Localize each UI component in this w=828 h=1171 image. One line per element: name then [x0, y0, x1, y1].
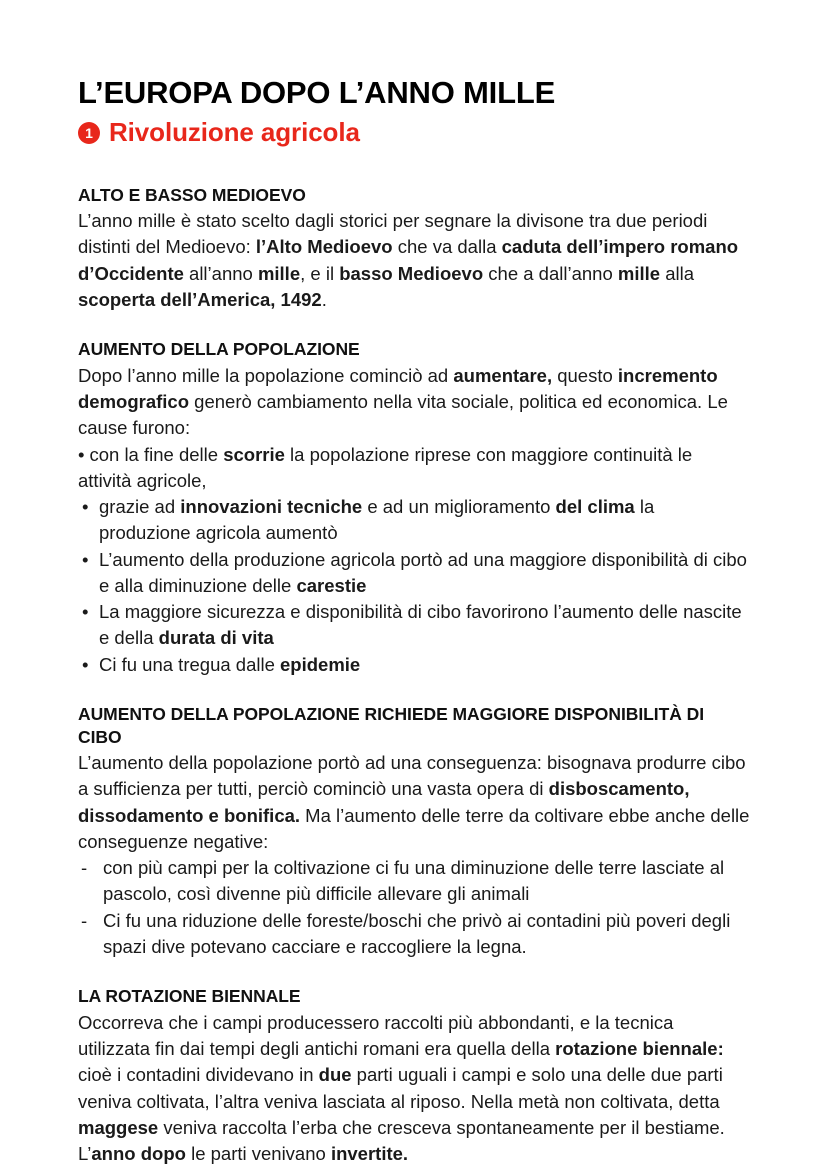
text-run: la produzione agricola aumentò [99, 496, 655, 544]
bullet-marker-icon: • [82, 548, 89, 570]
text-run-bold: incremento demografico [78, 364, 718, 413]
text-run-bold: mille [617, 262, 661, 284]
section-heading: AUMENTO DELLA POPOLAZIONE [78, 339, 360, 360]
text-run: alla [660, 262, 695, 284]
list-item-text [99, 601, 742, 648]
text-run: grazie ad [99, 496, 181, 518]
text-run: parti uguali i campi e solo una delle due parti veniva coltivata, l’altra veniva lasciata al riposo. Nella metà non coltivata, detta [78, 1064, 723, 1112]
text-run: e ad un miglioramento [362, 496, 556, 518]
text-run: con più campi per la coltivazione ci fu una diminuzione delle terre lasciate al pascolo, così divenne più difficile allevare gli animali [103, 857, 725, 905]
list-item [78, 442, 750, 495]
text-run-bold: caduta dell’impero romano d’Occidente [78, 236, 739, 284]
list-item [78, 494, 750, 547]
text-run: L’aumento della popolazione portò ad una conseguenza: bisognava produrre cibo a sufficienza per tutti, perciò cominciò una vasta opera di [78, 752, 746, 800]
bullet-marker-icon: • [78, 443, 85, 465]
text-run: che a dall’anno [483, 262, 618, 284]
text-run-bold: disboscamento, dissodamento e bonifica. [78, 778, 690, 826]
list-item-text [99, 496, 654, 543]
bullet-marker-icon: • [82, 653, 89, 675]
list-item [78, 652, 750, 678]
text-run: , e il [300, 262, 340, 284]
text-run: cioè i contadini dividevano in [78, 1064, 319, 1086]
section-heading: ALTO E BASSO MEDIOEVO [78, 184, 306, 205]
list-item-text [103, 910, 730, 957]
text-run: che va dalla [392, 236, 502, 258]
bullet-marker-icon: • [82, 601, 89, 623]
list-item-text [103, 857, 724, 904]
section-paragraph [78, 1010, 750, 1168]
section-subtitle [78, 118, 750, 148]
text-run-bold: maggese [78, 1116, 159, 1138]
circled-number-icon: 1 [78, 122, 100, 144]
text-run-bold: scoperta dell’America, 1492 [78, 288, 322, 310]
section-paragraph [78, 208, 750, 313]
bullet-marker-icon: • [82, 496, 89, 518]
text-run: Ci fu una riduzione delle foreste/boschi che privò ai contadini più poveri degli spazi dive potevano cacciare e raccogliere la legna. [103, 909, 731, 957]
text-run-bold: rotazione biennale: [555, 1038, 724, 1060]
content-section [78, 703, 750, 960]
text-run-bold: mille [257, 262, 301, 284]
list-item [78, 855, 750, 908]
content-section [78, 184, 750, 314]
dash-list [78, 855, 750, 960]
dash-marker-icon: - [81, 857, 88, 879]
text-run: . [321, 288, 327, 310]
text-run-bold: basso Medioevo [339, 262, 484, 284]
dash-marker-icon: - [81, 909, 88, 931]
text-run: la popolazione riprese con maggiore continuità le attività agricole, [78, 443, 693, 491]
bullet-list [78, 442, 750, 678]
section-paragraph [78, 750, 750, 855]
text-run: all’anno [183, 262, 258, 284]
text-run: Dopo l’anno mille la popolazione cominciò ad [78, 364, 454, 386]
section-heading: AUMENTO DELLA POPOLAZIONE RICHIEDE MAGGIORE DISPONIBILITÀ DI CIBO [78, 703, 705, 747]
text-run: veniva raccolta l’erba che cresceva spontaneamente per il bestiame. L’ [78, 1116, 725, 1165]
list-item-text [99, 654, 360, 675]
subtitle-label: Rivoluzione agricola [109, 116, 360, 147]
text-run-bold: due [318, 1064, 352, 1086]
text-run-bold: durata di vita [158, 627, 274, 649]
text-run: le parti venivano [185, 1143, 331, 1165]
page-title: L’EUROPA DOPO L’ANNO MILLE [78, 75, 556, 110]
list-item-text [78, 444, 692, 491]
text-run-bold: invertite. [330, 1143, 409, 1165]
text-run: L’anno mille è stato scelto dagli storici per segnare la divisone tra due periodi distinti del Medioevo: [78, 210, 708, 258]
section-heading: LA ROTAZIONE BIENNALE [78, 986, 301, 1007]
text-run: generò cambiamento nella vita sociale, politica ed economica. Le cause furono: [78, 391, 728, 439]
list-item [78, 908, 750, 961]
text-run-bold: aumentare, [453, 364, 553, 386]
text-run: L’aumento della produzione agricola portò ad una maggiore disponibilità di cibo e alla diminuzione delle [99, 548, 747, 596]
text-run-bold: anno dopo [91, 1143, 186, 1165]
text-run-bold: innovazioni tecniche [180, 496, 363, 518]
text-run-bold: scorrie [223, 443, 285, 465]
text-run: con la fine delle [89, 443, 224, 465]
text-run: Ma l’aumento delle terre da coltivare ebbe anche delle conseguenze negative: [78, 804, 750, 852]
list-item [78, 547, 750, 600]
text-run-bold: epidemie [280, 653, 361, 675]
text-run: Occorreva che i campi producessero raccolti più abbondanti, e la tecnica utilizzata fin dai tempi degli antichi romani era quella della [78, 1011, 674, 1060]
content-section [78, 338, 750, 678]
text-run-bold: carestie [296, 574, 367, 596]
document-body [78, 184, 750, 1168]
section-paragraph [78, 363, 750, 442]
list-item-text [99, 549, 747, 596]
text-run: La maggiore sicurezza e disponibilità di cibo favorirono l’aumento delle nascite e della [99, 601, 742, 649]
text-run: questo [552, 364, 618, 386]
text-run-bold: l’Alto Medioevo [255, 236, 393, 258]
text-run: Ci fu una tregua dalle [99, 653, 281, 675]
list-item [78, 599, 750, 652]
text-run-bold: del clima [555, 496, 635, 518]
content-section [78, 985, 750, 1167]
